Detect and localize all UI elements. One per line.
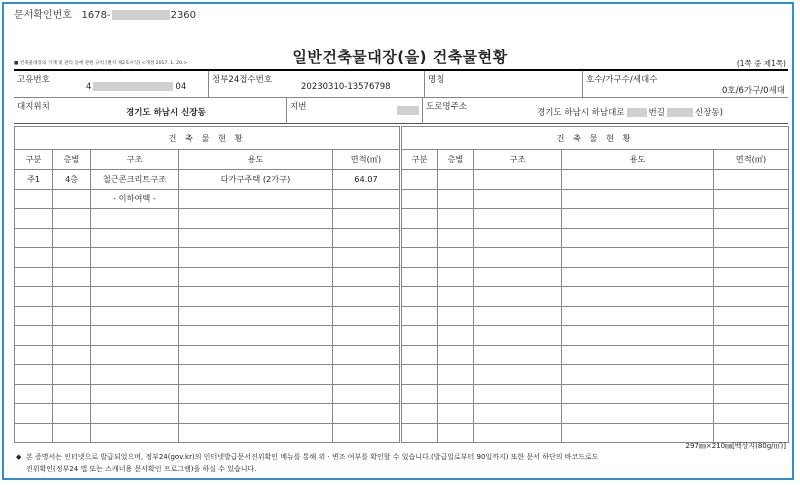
building-name-cell — [424, 71, 582, 97]
empty-cell — [333, 209, 400, 229]
unique-number-prefix: 4 — [86, 82, 92, 92]
table-row — [402, 306, 789, 326]
empty-cell — [333, 326, 400, 346]
empty-cell — [474, 209, 562, 229]
col-header-usage: 용도 — [179, 150, 333, 170]
empty-cell — [91, 228, 179, 248]
empty-cell — [91, 209, 179, 229]
cell-area: 64.07 — [333, 170, 400, 190]
empty-cell — [53, 287, 91, 307]
empty-cell — [91, 287, 179, 307]
empty-cell — [333, 384, 400, 404]
empty-cell — [714, 228, 789, 248]
empty-cell — [15, 384, 53, 404]
empty-cell — [333, 306, 400, 326]
empty-cell — [179, 384, 333, 404]
cell-structure: - 이하여백 - — [91, 189, 179, 209]
empty-cell — [179, 267, 333, 287]
empty-cell — [714, 365, 789, 385]
empty-cell — [474, 189, 562, 209]
empty-cell — [438, 423, 474, 443]
redacted-block — [627, 108, 647, 117]
empty-cell — [438, 248, 474, 268]
doc-check-suffix: 2360 — [170, 10, 197, 21]
table-row — [402, 384, 789, 404]
empty-cell — [474, 287, 562, 307]
cell-structure: 철근콘크리트구조 — [91, 170, 179, 190]
cell-usage — [179, 189, 333, 209]
empty-cell — [15, 423, 53, 443]
empty-cell — [474, 170, 562, 190]
empty-cell — [562, 384, 714, 404]
empty-cell — [53, 248, 91, 268]
redacted-block — [93, 82, 173, 91]
empty-cell — [333, 423, 400, 443]
empty-cell — [333, 248, 400, 268]
table-row — [15, 365, 400, 385]
empty-cell — [438, 228, 474, 248]
cell-area — [333, 189, 400, 209]
table-row — [402, 345, 789, 365]
table-row — [15, 423, 400, 443]
table-row — [402, 365, 789, 385]
table-row — [15, 287, 400, 307]
empty-cell — [91, 326, 179, 346]
cell-type — [15, 189, 53, 209]
empty-cell — [562, 267, 714, 287]
table-row — [15, 326, 400, 346]
empty-cell — [91, 306, 179, 326]
table-row — [15, 248, 400, 268]
col-header-structure: 구조 — [91, 150, 179, 170]
receipt-number-label: 정부24접수번호 — [212, 75, 273, 85]
empty-cell — [438, 267, 474, 287]
empty-cell — [562, 287, 714, 307]
empty-cell — [562, 170, 714, 190]
empty-cell — [562, 189, 714, 209]
section-title-right: 건 축 물 현 황 — [402, 127, 789, 150]
empty-cell — [179, 248, 333, 268]
empty-cell — [179, 365, 333, 385]
empty-cell — [15, 306, 53, 326]
site-location-value: 경기도 하남시 신장동 — [126, 108, 206, 118]
empty-cell — [714, 384, 789, 404]
empty-cell — [474, 404, 562, 424]
empty-cell — [91, 248, 179, 268]
empty-cell — [15, 345, 53, 365]
empty-cell — [562, 326, 714, 346]
empty-cell — [562, 209, 714, 229]
empty-cell — [333, 404, 400, 424]
table-row — [15, 267, 400, 287]
empty-cell — [15, 209, 53, 229]
building-status-table-left — [14, 126, 400, 443]
redacted-block — [112, 10, 170, 20]
col-header-type: 구분 — [15, 150, 53, 170]
empty-cell — [714, 423, 789, 443]
col-header-floor: 층별 — [53, 150, 91, 170]
empty-cell — [438, 170, 474, 190]
empty-cell — [15, 267, 53, 287]
empty-cell — [474, 306, 562, 326]
col-header-area: 면적(㎡) — [333, 150, 400, 170]
empty-cell — [333, 287, 400, 307]
table-row — [15, 228, 400, 248]
empty-cell — [53, 228, 91, 248]
empty-cell — [714, 267, 789, 287]
table-row — [402, 423, 789, 443]
empty-cell — [562, 423, 714, 443]
table-row — [402, 287, 789, 307]
cell-floor: 4층 — [53, 170, 91, 190]
redacted-block — [397, 106, 419, 115]
doc-check-label: 문서확인번호 — [14, 10, 72, 21]
table-row — [15, 189, 400, 209]
header-row-1 — [14, 71, 788, 98]
empty-cell — [474, 365, 562, 385]
table-row — [402, 326, 789, 346]
table-row — [15, 209, 400, 229]
empty-cell — [402, 228, 438, 248]
lot-number-cell — [286, 98, 422, 124]
empty-cell — [53, 326, 91, 346]
road-address-suffix: 신장동) — [694, 108, 723, 118]
register-header — [14, 69, 788, 124]
empty-cell — [53, 306, 91, 326]
empty-cell — [179, 306, 333, 326]
empty-cell — [91, 384, 179, 404]
empty-cell — [402, 423, 438, 443]
empty-cell — [402, 326, 438, 346]
empty-cell — [15, 287, 53, 307]
table-row — [402, 404, 789, 424]
building-status-table-right — [401, 126, 789, 443]
empty-cell — [714, 404, 789, 424]
empty-cell — [474, 228, 562, 248]
document-check-number — [14, 6, 196, 21]
empty-cell — [91, 345, 179, 365]
table-row — [402, 209, 789, 229]
unique-number-suffix: 04 — [175, 82, 187, 92]
empty-cell — [333, 365, 400, 385]
empty-cell — [402, 170, 438, 190]
empty-cell — [402, 404, 438, 424]
site-location-label: 대지위치 — [17, 102, 50, 112]
empty-cell — [333, 267, 400, 287]
col-header-structure: 구조 — [474, 150, 562, 170]
empty-cell — [179, 209, 333, 229]
empty-cell — [179, 404, 333, 424]
empty-cell — [53, 345, 91, 365]
units-value: 0호/6가구/0세대 — [721, 86, 785, 96]
empty-cell — [562, 228, 714, 248]
empty-cell — [438, 326, 474, 346]
empty-cell — [714, 326, 789, 346]
diamond-icon: ◆ — [16, 453, 22, 461]
road-address-label: 도로명주소 — [426, 102, 468, 112]
receipt-number-cell — [208, 71, 424, 97]
page-title: 일반건축물대장(을) 건축물현황 — [292, 48, 508, 66]
header-row-2 — [14, 98, 788, 124]
table-row — [15, 170, 400, 190]
lot-number-label: 지번 — [290, 102, 307, 112]
empty-cell — [15, 228, 53, 248]
empty-cell — [714, 287, 789, 307]
table-row — [15, 404, 400, 424]
empty-cell — [402, 345, 438, 365]
empty-cell — [91, 267, 179, 287]
empty-cell — [53, 209, 91, 229]
empty-cell — [179, 423, 333, 443]
empty-cell — [438, 287, 474, 307]
empty-cell — [562, 248, 714, 268]
empty-cell — [438, 384, 474, 404]
road-address-cell — [422, 98, 788, 124]
table-row — [402, 228, 789, 248]
col-header-floor: 층별 — [438, 150, 474, 170]
empty-cell — [438, 365, 474, 385]
doc-check-prefix: 1678- — [81, 10, 111, 21]
empty-cell — [91, 404, 179, 424]
empty-cell — [402, 248, 438, 268]
col-header-area: 면적(㎡) — [714, 150, 789, 170]
empty-cell — [53, 423, 91, 443]
empty-cell — [562, 365, 714, 385]
empty-cell — [562, 404, 714, 424]
empty-cell — [179, 228, 333, 248]
empty-cell — [179, 326, 333, 346]
empty-cell — [179, 287, 333, 307]
empty-cell — [438, 404, 474, 424]
empty-cell — [438, 189, 474, 209]
table-row — [402, 267, 789, 287]
site-location-cell — [14, 98, 286, 124]
empty-cell — [402, 209, 438, 229]
empty-cell — [53, 404, 91, 424]
unique-number-label: 고유번호 — [17, 75, 50, 85]
empty-cell — [714, 345, 789, 365]
empty-cell — [562, 345, 714, 365]
empty-rows-left — [15, 209, 400, 443]
empty-cell — [402, 384, 438, 404]
empty-cell — [333, 345, 400, 365]
empty-cell — [402, 267, 438, 287]
road-address-mid: 번길 — [648, 108, 665, 118]
empty-cell — [53, 267, 91, 287]
empty-cell — [714, 209, 789, 229]
col-header-type: 구분 — [402, 150, 438, 170]
table-row — [402, 189, 789, 209]
table-row — [15, 345, 400, 365]
empty-cell — [91, 423, 179, 443]
empty-cell — [714, 170, 789, 190]
empty-cell — [402, 306, 438, 326]
empty-cell — [474, 326, 562, 346]
empty-cell — [474, 248, 562, 268]
table-row — [402, 248, 789, 268]
redacted-block — [667, 108, 693, 117]
table-row — [15, 384, 400, 404]
building-name-label: 명칭 — [428, 75, 445, 85]
empty-cell — [91, 365, 179, 385]
units-cell — [582, 71, 788, 97]
section-title-left: 건 축 물 현 황 — [15, 127, 400, 150]
page-info: (1쪽 중 제1쪽) — [736, 59, 786, 68]
empty-rows-right — [402, 170, 789, 443]
empty-cell — [402, 287, 438, 307]
table-row — [15, 306, 400, 326]
empty-cell — [53, 384, 91, 404]
unique-number-cell — [14, 71, 208, 97]
empty-cell — [15, 404, 53, 424]
empty-cell — [53, 365, 91, 385]
road-address-prefix: 경기도 하남시 하남대로 — [537, 108, 625, 118]
empty-cell — [714, 189, 789, 209]
building-status-left — [14, 126, 400, 443]
empty-cell — [474, 384, 562, 404]
col-header-usage: 용도 — [562, 150, 714, 170]
empty-cell — [402, 365, 438, 385]
empty-cell — [438, 209, 474, 229]
empty-cell — [438, 345, 474, 365]
units-label: 호수/가구수/세대수 — [586, 75, 658, 85]
cell-floor — [53, 189, 91, 209]
empty-cell — [179, 345, 333, 365]
table-row — [402, 170, 789, 190]
empty-cell — [714, 306, 789, 326]
empty-cell — [15, 248, 53, 268]
empty-cell — [438, 306, 474, 326]
empty-cell — [562, 306, 714, 326]
empty-cell — [333, 228, 400, 248]
paper-size: 297㎜×210㎜[백상지(80g/㎡)] — [685, 442, 786, 450]
empty-cell — [15, 326, 53, 346]
legal-note: ■ 건축물대장의 기재 및 관리 등에 관한 규칙 [별지 제2호서식] <개정 2017. 1. 20.> — [14, 61, 188, 66]
empty-cell — [474, 423, 562, 443]
empty-cell — [474, 267, 562, 287]
empty-cell — [15, 365, 53, 385]
building-status-right — [401, 126, 789, 443]
empty-cell — [474, 345, 562, 365]
empty-cell — [402, 189, 438, 209]
notice-line-1: 본 증명서는 인터넷으로 발급되었으며, 정부24(gov.kr)의 인터넷발급문서진위확인 메뉴를 통해 위 · 변조 여부를 확인할 수 있습니다.(발급일로부터 90일까지) 또한 문서 하단의 바코드로도 — [26, 453, 599, 461]
cell-type: 주1 — [15, 170, 53, 190]
receipt-number-value: 20230310-13576798 — [301, 82, 391, 92]
empty-cell — [714, 248, 789, 268]
verification-notice — [16, 451, 786, 475]
notice-line-2: 진위확인(정부24 앱 또는 스캐너용 문서확인 프로그램)을 하실 수 있습니다. — [26, 465, 257, 473]
cell-usage: 다가구주택 (2가구) — [179, 170, 333, 190]
